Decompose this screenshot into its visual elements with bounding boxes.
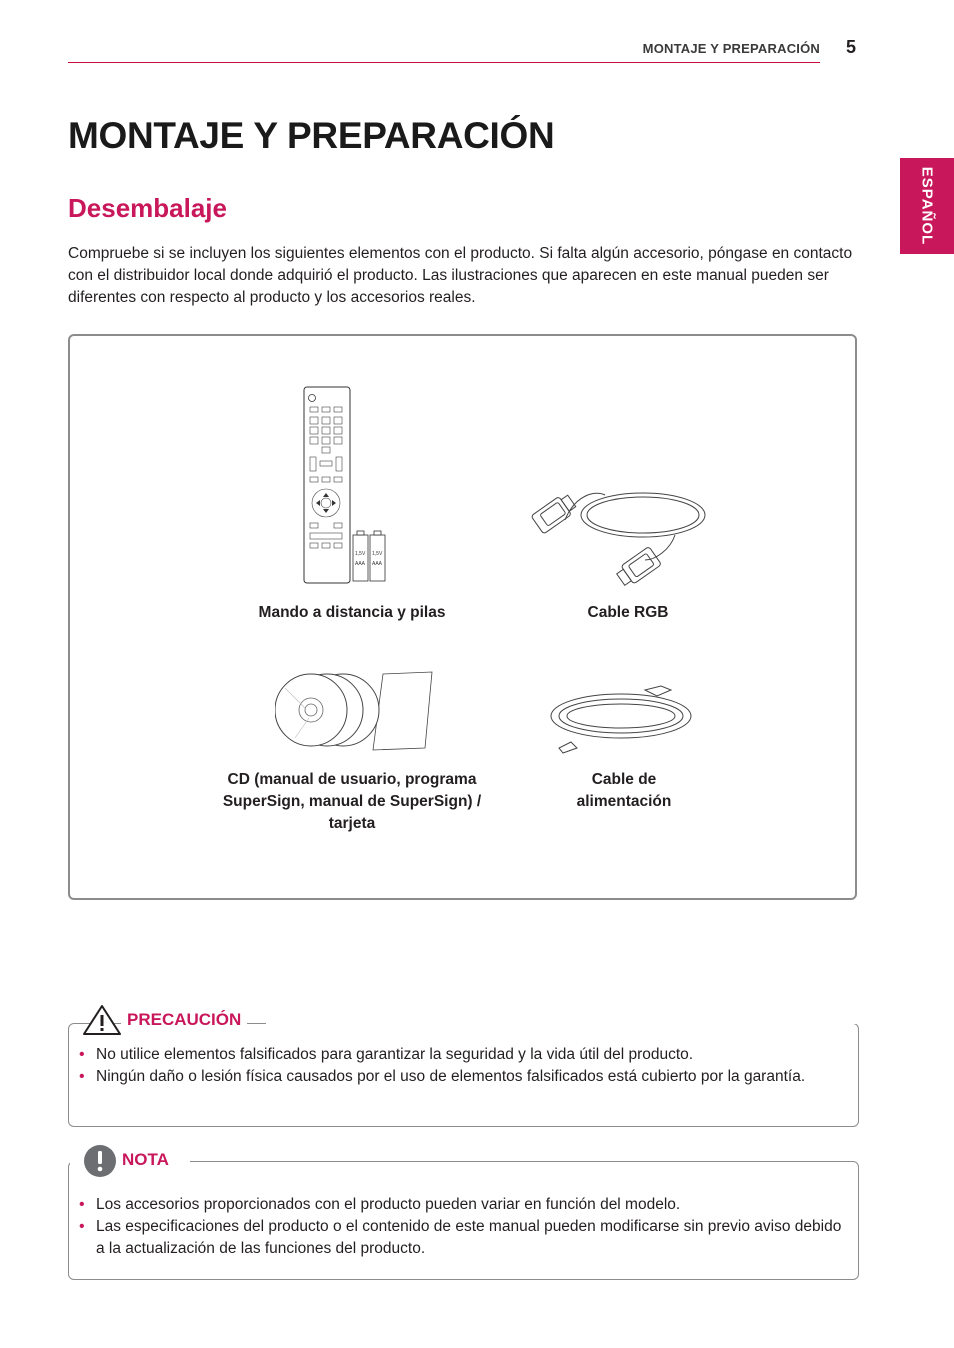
- language-tab: [900, 158, 954, 254]
- note-item: • Los accesorios proporcionados con el producto pueden variar en función del modelo.: [69, 1194, 849, 1216]
- note-list: [69, 1194, 849, 1260]
- note-box: [68, 1161, 859, 1280]
- caution-label-gap: [266, 1023, 859, 1024]
- page-title: MONTAJE Y PREPARACIÓN: [68, 115, 555, 156]
- bullet-icon: •: [79, 1218, 85, 1235]
- caution-list: [69, 1044, 849, 1088]
- cd-caption-line: tarjeta: [328, 815, 376, 832]
- caution-item: • No utilice elementos falsificados para garantizar la seguridad y la vida útil del producto.: [69, 1044, 849, 1066]
- rgb-cable-image: [525, 480, 715, 590]
- page-number: 5: [846, 37, 857, 57]
- exclamation-circle-icon: [83, 1144, 117, 1178]
- power-cable-caption-line: Cable de: [591, 771, 657, 788]
- power-cable-caption: [540, 769, 708, 813]
- intro-paragraph: Compruebe si se incluyen los siguientes elementos con el producto. Si falta algún accesorio, póngase en contacto con el distribuidor local donde adquirió el producto. Las ilustraciones que aparecen en este manual pueden ser diferentes con respecto al producto y los accesorios reales.: [68, 245, 853, 306]
- bullet-icon: •: [79, 1068, 85, 1085]
- power-cable-image: [545, 682, 700, 754]
- remote-caption: Mando a distancia y pilas: [258, 604, 446, 621]
- header-rule: [68, 62, 820, 63]
- caution-box: [68, 1023, 859, 1127]
- warning-triangle-icon: [82, 1004, 122, 1036]
- bullet-icon: •: [79, 1196, 85, 1213]
- note-corner-gap: [70, 1159, 72, 1165]
- section-title: Desembalaje: [68, 193, 227, 223]
- note-label: NOTA: [116, 1150, 175, 1170]
- rgb-cable-caption: Cable RGB: [587, 604, 669, 621]
- bullet-icon: •: [79, 1046, 85, 1063]
- caution-item: • Ningún daño o lesión física causados por el uso de elementos falsificados está cubierto por la garantía.: [69, 1066, 849, 1088]
- remote-control-image: [300, 385, 390, 585]
- cd-and-card-image: [275, 668, 435, 752]
- running-header: MONTAJE Y PREPARACIÓN: [642, 41, 820, 56]
- cd-caption-line: CD (manual de usuario, programa: [227, 771, 477, 788]
- note-item: • Las especificaciones del producto o el contenido de este manual pueden modificarse sin previo aviso debido a la actualización de las funciones del producto.: [79, 1218, 842, 1257]
- power-cable-caption-line: alimentación: [576, 793, 672, 810]
- language-tab-label: ESPAÑOL: [918, 166, 936, 246]
- battery-type-label: AAA: [372, 561, 383, 567]
- caution-label: PRECAUCIÓN: [121, 1010, 247, 1030]
- battery-voltage-label: 1,5V: [372, 551, 383, 557]
- battery-voltage-label: 1,5V: [355, 551, 366, 557]
- cd-caption-line: SuperSign, manual de SuperSign) /: [222, 793, 482, 810]
- battery-type-label: AAA: [355, 561, 366, 567]
- cd-caption: [195, 769, 509, 835]
